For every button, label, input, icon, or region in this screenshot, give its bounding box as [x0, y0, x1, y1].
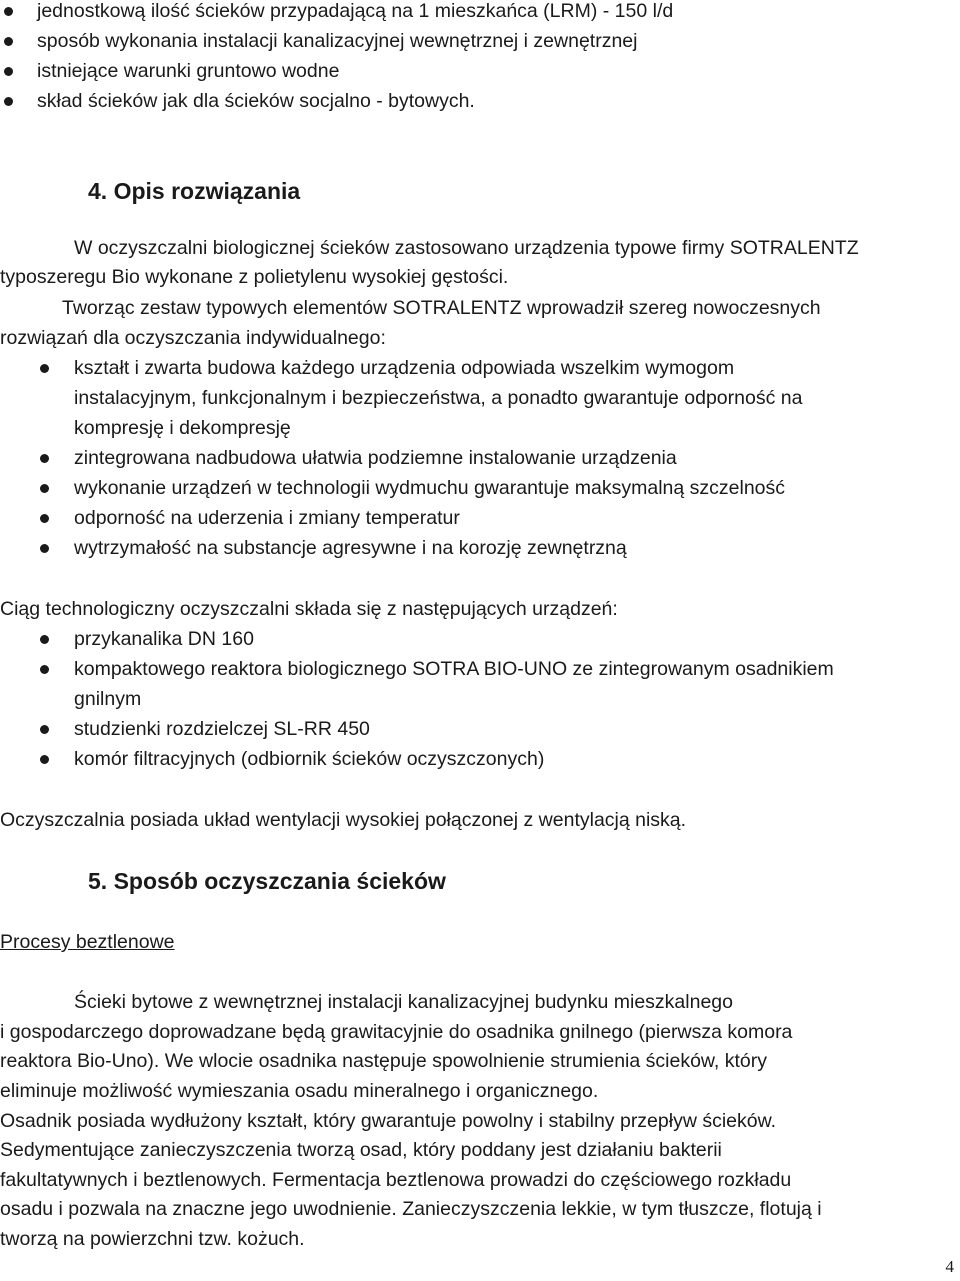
list-item-text: istniejące warunki gruntowo wodne — [37, 60, 340, 82]
paragraph-line: rozwiązań dla oczyszczania indywidualnego: — [0, 327, 386, 349]
paragraph-line: Tworząc zestaw typowych elementów SOTRALENTZ wprowadził szereg nowoczesnych — [62, 297, 821, 319]
bullet-icon — [40, 454, 49, 463]
section-heading: 5. Sposób oczyszczania ścieków — [88, 868, 446, 894]
paragraph-line: typoszeregu Bio wykonane z polietylenu wysokiej gęstości. — [0, 266, 509, 288]
list-item-text: sposób wykonania instalacji kanalizacyjnej wewnętrznej i zewnętrznej — [37, 30, 638, 52]
bullet-icon — [4, 67, 13, 76]
list-item-text: kompresję i dekompresję — [74, 417, 291, 439]
list-item-text: przykanalika DN 160 — [74, 628, 254, 650]
list-item-text: wykonanie urządzeń w technologii wydmuchu gwarantuje maksymalną szczelność — [74, 477, 786, 499]
bullet-icon — [40, 484, 49, 493]
bullet-icon — [40, 544, 49, 553]
bullet-icon — [40, 635, 49, 644]
bullet-icon — [40, 725, 49, 734]
bullet-icon — [4, 7, 13, 16]
bullet-icon — [4, 97, 13, 106]
list-item-text: kształt i zwarta budowa każdego urządzenia odpowiada wszelkim wymogom — [74, 357, 735, 379]
bullet-icon — [40, 665, 49, 674]
paragraph-line: i gospodarczego doprowadzane będą grawitacyjnie do osadnika gnilnego (pierwsza komora — [0, 1021, 793, 1043]
paragraph-line: eliminuje możliwość wymieszania osadu mineralnego i organicznego. — [0, 1080, 599, 1102]
paragraph-line: W oczyszczalni biologicznej ścieków zastosowano urządzenia typowe firmy SOTRALENTZ — [74, 237, 859, 259]
paragraph-line: reaktora Bio-Uno). We wlocie osadnika następuje spowolnienie strumienia ścieków, który — [0, 1050, 768, 1072]
paragraph-line: Ścieki bytowe z wewnętrznej instalacji kanalizacyjnej budynku mieszkalnego — [74, 991, 733, 1013]
paragraph-line: osadu i pozwala na znaczne jego uwodnienie. Zanieczyszczenia lekkie, w tym tłuszcze, flotują i — [0, 1198, 822, 1220]
list-item-text: skład ścieków jak dla ścieków socjalno - bytowych. — [37, 90, 475, 112]
paragraph-line: Osadnik posiada wydłużony kształt, który gwarantuje powolny i stabilny przepływ ścieków. — [0, 1110, 777, 1132]
paragraph-line: tworzą na powierzchni tzw. kożuch. — [0, 1228, 305, 1250]
bullet-icon — [40, 514, 49, 523]
list-item-text: kompaktowego reaktora biologicznego SOTRA BIO-UNO ze zintegrowanym osadnikiem — [74, 658, 834, 680]
section-heading: 4. Opis rozwiązania — [88, 178, 301, 204]
list-item-text: gnilnym — [74, 688, 142, 710]
page-number: 4 — [945, 1257, 954, 1276]
subheading: Procesy beztlenowe — [0, 931, 175, 953]
list-item-text: instalacyjnym, funkcjonalnym i bezpieczeństwa, a ponadto gwarantuje odporność na — [74, 387, 803, 409]
paragraph-line: Oczyszczalnia posiada układ wentylacji wysokiej połączonej z wentylacją niską. — [0, 809, 687, 831]
paragraph-line: Sedymentujące zanieczyszczenia tworzą osad, który poddany jest działaniu bakterii — [0, 1139, 722, 1161]
list-item-text: odporność na uderzenia i zmiany temperatur — [74, 507, 460, 529]
list-item-text: zintegrowana nadbudowa ułatwia podziemne instalowanie urządzenia — [74, 447, 677, 469]
paragraph-line: fakultatywnych i beztlenowych. Fermentacja beztlenowa prowadzi do częściowego rozkładu — [0, 1169, 792, 1191]
bullet-icon — [4, 37, 13, 46]
paragraph-line: Ciąg technologiczny oczyszczalni składa się z następujących urządzeń: — [0, 598, 618, 620]
list-item-text: komór filtracyjnych (odbiornik ścieków oczyszczonych) — [74, 748, 545, 770]
list-item-text: jednostkową ilość ścieków przypadającą na 1 mieszkańca (LRM) - 150 l/d — [37, 0, 674, 22]
list-item-text: wytrzymałość na substancje agresywne i na korozję zewnętrzną — [74, 537, 627, 559]
bullet-icon — [40, 755, 49, 764]
bullet-icon — [40, 364, 49, 373]
list-item-text: studzienki rozdzielczej SL-RR 450 — [74, 718, 370, 740]
